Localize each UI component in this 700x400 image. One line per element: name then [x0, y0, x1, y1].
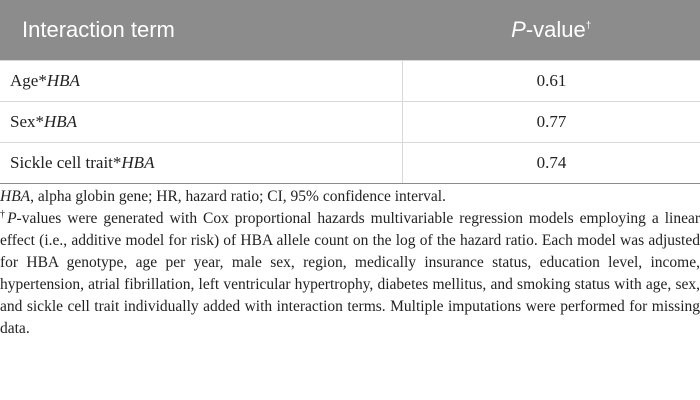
- footnote-dagger: †: [0, 208, 8, 220]
- row-term: [0, 142, 403, 183]
- p-value-footnote: [0, 208, 700, 340]
- interaction-table: [0, 0, 700, 184]
- abbrev-italic: HBA: [0, 188, 31, 205]
- table-header-row: [0, 0, 700, 60]
- row-term-italic: HBA: [121, 152, 155, 172]
- row-term-text: Sex*: [10, 111, 44, 131]
- table-row: [0, 60, 700, 101]
- header-interaction-term: Interaction term: [22, 16, 175, 42]
- abbreviations-note: [0, 186, 700, 208]
- row-term-italic: HBA: [46, 70, 80, 90]
- header-dagger: †: [585, 20, 592, 32]
- row-p-value: 0.61: [403, 60, 700, 101]
- row-term-text: Sickle cell trait*: [10, 152, 122, 172]
- row-term-text: Age*: [10, 70, 47, 90]
- row-p-value: 0.74: [403, 142, 700, 183]
- table-footnotes: [0, 186, 700, 340]
- row-term: [0, 101, 403, 142]
- table-row: [0, 142, 700, 183]
- header-p-italic: P: [511, 16, 526, 42]
- row-term-italic: HBA: [44, 111, 78, 131]
- footnote-p-italic: P: [7, 210, 17, 227]
- header-p-value: [403, 0, 700, 60]
- header-p-rest: -value: [525, 16, 586, 42]
- footnote-text: -values were generated with Cox proportional hazards multivariable regression models employing a linear effect (i.e., additive model for risk) of HBA allele count on the log of the hazard ratio. Each model was adjusted for HBA genotype, age per year, male sex, region, medically insurance status, education level, income, hypertension, atrial fibrillation, left ventricular hypertrophy, diabetes mellitus, and smoking status with age, sex, and sickle cell trait individually added with interaction terms. Multiple imputations were performed for missing data.: [0, 210, 700, 337]
- row-p-value: 0.77: [403, 101, 700, 142]
- row-term: [0, 60, 403, 101]
- abbrev-text: , alpha globin gene; HR, hazard ratio; CI, 95% confidence interval.: [30, 188, 446, 205]
- table-row: [0, 101, 700, 142]
